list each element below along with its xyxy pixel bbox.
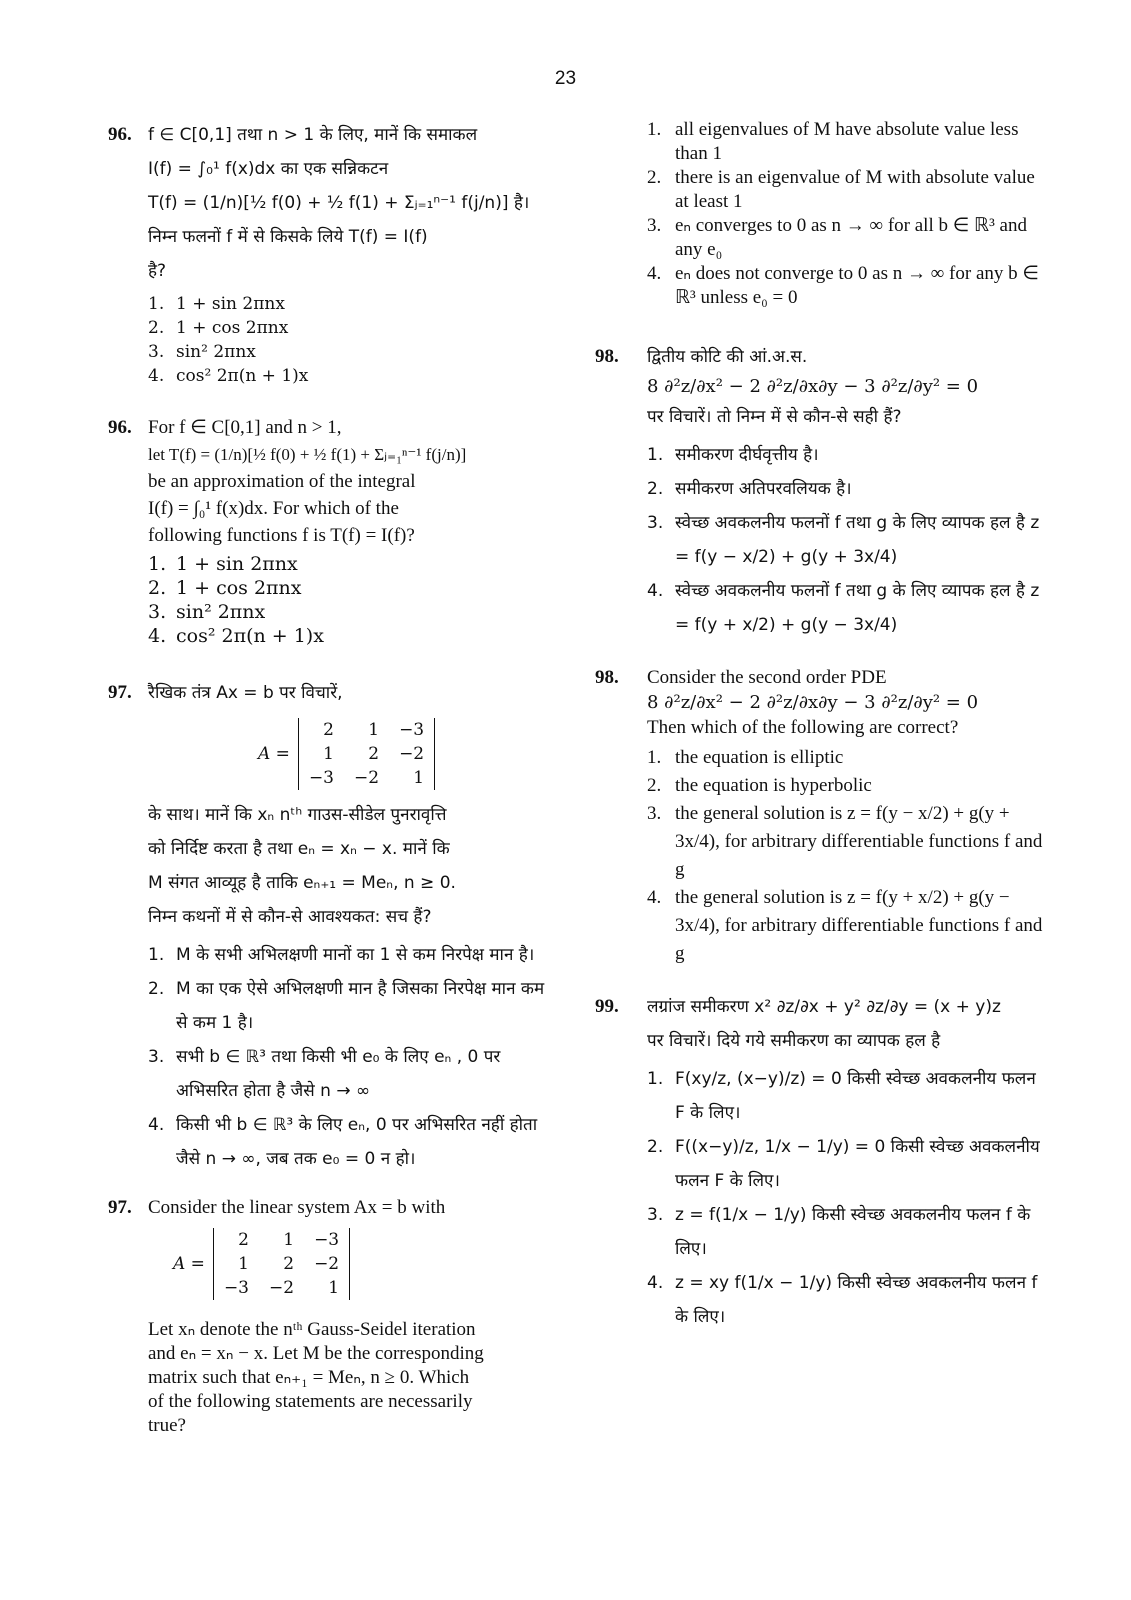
question-line: I(f) = ∫₀¹ f(x)dx. For which of the: [148, 498, 399, 519]
question-intro: Consider the second order PDE: [647, 667, 887, 688]
option-1: 1. the equation is elliptic: [647, 747, 844, 768]
option-1: 1. F(xy/z, (x−y)/z) = 0 किसी स्वेच्छ अवकलनीय फलन F के लिए।: [647, 1069, 1036, 1123]
question-line: be an approximation of the integral: [148, 471, 416, 492]
matrix-label: A =: [258, 744, 290, 764]
option-3: 3. सभी b ∈ ℝ³ तथा किसी भी e₀ के लिए eₙ , 0 पर अभिसरित होता है जैसे n → ∞: [148, 1047, 501, 1101]
option-2: 2. there is an eigenvalue of M with absolute value at least 1: [647, 167, 1035, 212]
left-column: [108, 118, 548, 1438]
options-list: [148, 552, 548, 648]
question-98-hindi: [595, 340, 1050, 642]
question-99-hindi: [595, 990, 1050, 1334]
option-3: 3. स्वेच्छ अवकलनीय फलनों f तथा g के लिए व्यापक हल है z = f(y − x/2) + g(y + 3x/4): [647, 513, 1040, 567]
question-line: I(f) = ∫₀¹ f(x)dx का एक सन्निकटन: [148, 159, 389, 179]
question-line: f ∈ C[0,1] तथा n > 1 के लिए, मानें कि समाकल: [148, 125, 478, 145]
question-number: 97.: [108, 682, 132, 703]
option-1: 1. all eigenvalues of M have absolute value less than 1: [647, 119, 1019, 164]
option-4: 4. cos² 2π(n + 1)x: [148, 625, 324, 647]
option-3: 3. the general solution is z = f(y − x/2) + g(y + 3x/4), for arbitrary differentiable functions f and g: [647, 803, 1043, 880]
option-2: 2. समीकरण अतिपरवलियक है।: [647, 479, 852, 499]
option-1: 1. 1 + sin 2πnx: [148, 553, 298, 575]
option-2: 2. 1 + cos 2πnx: [148, 318, 289, 338]
question-97-english-options: [595, 118, 1050, 310]
question-intro: Consider the linear system Ax = b with: [148, 1197, 446, 1218]
question-number: 97.: [108, 1197, 132, 1218]
option-2: 2. 1 + cos 2πnx: [148, 577, 302, 599]
question-number: 98.: [595, 346, 619, 367]
option-3: 3. sin² 2πnx: [148, 601, 266, 623]
option-3: 3. z = f(1/x − 1/y) किसी स्वेच्छ अवकलनीय फलन f के लिए।: [647, 1205, 1031, 1259]
option-4: 4. the general solution is z = f(y + x/2) + g(y − 3x/4), for arbitrary differentiable functions f and g: [647, 887, 1043, 964]
option-4: 4. z = xy f(1/x − 1/y) किसी स्वेच्छ अवकलनीय फलन f के लिए।: [647, 1273, 1038, 1327]
question-intro: रैखिक तंत्र Ax = b पर विचारें,: [148, 683, 343, 703]
question-97-hindi: [108, 676, 548, 1176]
option-1: 1. M के सभी अभिलक्षणी मानों का 1 से कम निरपेक्ष मान है।: [148, 945, 535, 965]
question-line: के साथ। मानें कि xₙ nᵗʰ गाउस-सीडेल पुनरावृत्ति: [148, 805, 447, 825]
question-line: Then which of the following are correct?: [647, 717, 959, 738]
pde-equation: 8 ∂²z/∂x² − 2 ∂²z/∂x∂y − 3 ∂²z/∂y² = 0: [647, 692, 979, 713]
option-2: 2. M का एक ऐसे अभिलक्षणी मान है जिसका निरपेक्ष मान कम से कम 1 है।: [148, 979, 545, 1033]
question-line: of the following statements are necessarily: [148, 1391, 473, 1412]
question-line: Let xₙ denote the nᵗʰ Gauss-Seidel iteration: [148, 1319, 476, 1340]
question-line: पर विचारें। दिये गये समीकरण का व्यापक हल है: [647, 1031, 941, 1051]
question-intro: लग्रांज समीकरण x² ∂z/∂x + y² ∂z/∂y = (x + y)z: [647, 997, 1001, 1017]
question-line: and eₙ = xₙ − x. Let M be the corresponding: [148, 1343, 484, 1364]
question-line: को निर्दिष्ट करता है तथा eₙ = xₙ − x. मानें कि: [148, 839, 450, 859]
question-line: M संगत आव्यूह है ताकि eₙ₊₁ = Meₙ, n ≥ 0.: [148, 873, 456, 893]
right-column: [595, 118, 1050, 1334]
options-list: [647, 438, 1050, 642]
question-line: true?: [148, 1415, 186, 1436]
option-2: 2. the equation is hyperbolic: [647, 775, 872, 796]
option-3: 3. eₙ converges to 0 as n → ∞ for all b ∈ ℝ³ and any e₀: [647, 215, 1027, 260]
question-line: है?: [148, 261, 167, 281]
option-2: 2. F((x−y)/z, 1/x − 1/y) = 0 किसी स्वेच्छ अवकलनीय फलन F के लिए।: [647, 1137, 1040, 1191]
question-line: T(f) = (1/n)[½ f(0) + ½ f(1) + Σⱼ₌₁ⁿ⁻¹ f(j/n)] है।: [148, 193, 530, 213]
question-line: following functions f is T(f) = I(f)?: [148, 525, 415, 546]
options-list: [647, 744, 1050, 968]
question-line: निम्न फलनों f में से किसके लिये T(f) = I(f): [148, 227, 428, 247]
options-list: [647, 118, 1050, 310]
option-1: 1. 1 + sin 2πnx: [148, 294, 285, 314]
matrix-a: [173, 1228, 548, 1300]
options-list: [647, 1062, 1050, 1334]
matrix-a: [258, 718, 548, 790]
question-97-english: [108, 1196, 548, 1438]
question-line: For f ∈ C[0,1] and n > 1,: [148, 417, 342, 438]
page-number: 23: [554, 68, 577, 89]
question-line: पर विचारें। तो निम्न में से कौन-से सही हैं?: [647, 407, 902, 427]
question-line: let T(f) = (1/n)[½ f(0) + ½ f(1) + Σⱼ₌₁ⁿ⁻¹ f(j/n)]: [148, 445, 467, 464]
question-98-english: [595, 666, 1050, 968]
question-line: matrix such that eₙ₊₁ = Meₙ, n ≥ 0. Which: [148, 1367, 470, 1388]
pde-equation: 8 ∂²z/∂x² − 2 ∂²z/∂x∂y − 3 ∂²z/∂y² = 0: [647, 376, 979, 397]
options-list: [148, 938, 548, 1176]
options-list: [148, 292, 548, 388]
question-number: 99.: [595, 996, 619, 1017]
matrix-table: 2 1 −3 1 2 −2 −3 −2 1: [213, 1228, 350, 1300]
question-intro: द्वितीय कोटि की आं.अ.स.: [647, 347, 808, 367]
option-4: 4. eₙ does not converge to 0 as n → ∞ for any b ∈ ℝ³ unless e₀ = 0: [647, 263, 1039, 308]
option-1: 1. समीकरण दीर्घवृत्तीय है।: [647, 445, 819, 465]
option-3: 3. sin² 2πnx: [148, 342, 256, 362]
matrix-label: A =: [173, 1254, 205, 1274]
option-4: 4. स्वेच्छ अवकलनीय फलनों f तथा g के लिए व्यापक हल है z = f(y + x/2) + g(y − 3x/4): [647, 581, 1040, 635]
question-number: 96.: [108, 417, 132, 438]
question-line: निम्न कथनों में से कौन-से आवश्यकत: सच हैं?: [148, 907, 432, 927]
matrix-table: 2 1 −3 1 2 −2 −3 −2 1: [298, 718, 435, 790]
question-96-hindi: [108, 118, 548, 388]
option-4: 4. किसी भी b ∈ ℝ³ के लिए eₙ, 0 पर अभिसरित नहीं होता जैसे n → ∞, जब तक e₀ = 0 न हो।: [148, 1115, 538, 1169]
question-number: 96.: [108, 124, 132, 145]
option-4: 4. cos² 2π(n + 1)x: [148, 366, 309, 386]
question-96-english: [108, 416, 548, 648]
question-number: 98.: [595, 667, 619, 688]
